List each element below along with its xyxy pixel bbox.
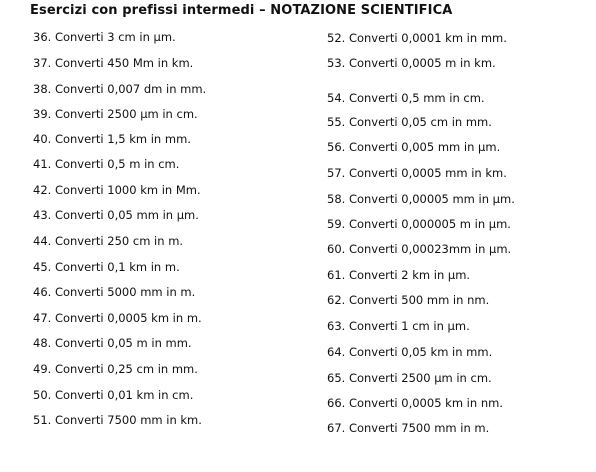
exercise-item: 39. Converti 2500 μm in cm. [33,107,198,121]
exercise-item: 38. Converti 0,007 dm in mm. [33,82,207,96]
exercise-item: 40. Converti 1,5 km in mm. [33,132,191,146]
exercise-item: 46. Converti 5000 mm in m. [33,285,196,299]
exercise-item: 44. Converti 250 cm in m. [33,234,184,248]
exercise-item: 53. Converti 0,0005 m in km. [327,56,496,70]
exercise-item: 42. Converti 1000 km in Mm. [33,183,201,197]
exercise-item: 57. Converti 0,0005 mm in km. [327,166,507,180]
exercise-item: 43. Converti 0,05 mm in μm. [33,208,199,222]
exercise-item: 58. Converti 0,00005 mm in μm. [327,192,515,206]
exercise-item: 47. Converti 0,0005 km in m. [33,311,202,325]
exercise-item: 50. Converti 0,01 km in cm. [33,388,194,402]
exercise-item: 62. Converti 500 mm in nm. [327,293,490,307]
exercise-item: 41. Converti 0,5 m in cm. [33,157,180,171]
exercise-item: 49. Converti 0,25 cm in mm. [33,362,198,376]
exercise-item: 66. Converti 0,0005 km in nm. [327,396,503,410]
exercise-item: 59. Converti 0,000005 m in μm. [327,217,511,231]
exercise-item: 52. Converti 0,0001 km in mm. [327,31,507,45]
exercise-item: 61. Converti 2 km in μm. [327,268,471,282]
exercise-item: 54. Converti 0,5 mm in cm. [327,91,485,105]
exercise-item: 45. Converti 0,1 km in m. [33,260,180,274]
exercise-item: 65. Converti 2500 μm in cm. [327,371,492,385]
exercise-item: 55. Converti 0,05 cm in mm. [327,115,492,129]
exercise-item: 60. Converti 0,00023mm in μm. [327,242,512,256]
exercise-item: 48. Converti 0,05 m in mm. [33,336,192,350]
exercise-item: 37. Converti 450 Mm in km. [33,56,194,70]
exercise-item: 63. Converti 1 cm in μm. [327,319,470,333]
exercise-item: 56. Converti 0,005 mm in μm. [327,140,501,154]
exercise-item: 51. Converti 7500 mm in km. [33,413,202,427]
exercise-item: 64. Converti 0,05 km in mm. [327,345,493,359]
worksheet-title: Esercizi con prefissi intermedi – NOTAZIONE SCIENTIFICA [30,3,453,18]
exercise-item: 67. Converti 7500 mm in m. [327,421,490,435]
exercise-item: 36. Converti 3 cm in μm. [33,30,176,44]
